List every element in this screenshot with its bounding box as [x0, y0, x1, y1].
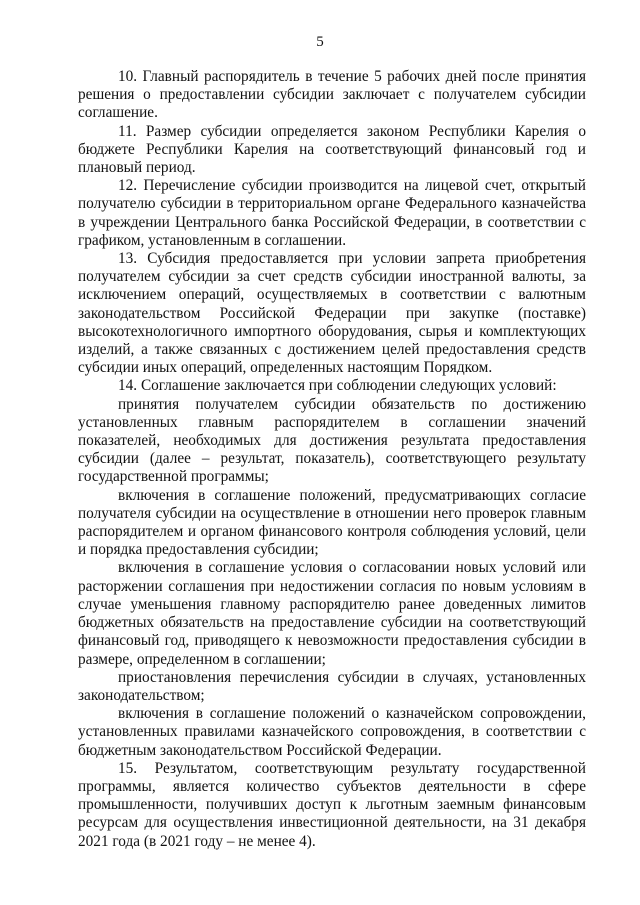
page-number: 5 — [316, 34, 324, 50]
paragraph-15: 15. Результатом, соответствующим результату государственной программы, является количество субъектов деятельности в сфере промышленности, получивших доступ к льготным заемным финансовым ресурсам для осуществления инвестиционной деятельности, на 31 декабря 2021 года (в 2021 году – не менее 4). — [78, 759, 586, 850]
paragraph-12: 12. Перечисление субсидии производится на лицевой счет, открытый получателю субсидии в территориальном органе Федерального казначейства в учреждении Центрального банка Российской Федерации, в соответствии с графиком, установленным в соглашении. — [78, 177, 586, 249]
condition-inspections: включения в соглашение положений, предусматривающих согласие получателя субсидии на осуществление в отношении него проверок главным распорядителем и органом финансового контроля соблюдения условий, цели и порядка предоставления субсидии; — [78, 486, 586, 559]
condition-treasury-support: включения в соглашение положений о казначейском сопровождении, установленных правилами казначейского сопровождения, в соответствии с бюджетным законодательством Российской Федерации. — [78, 705, 586, 759]
condition-suspension: приостановления перечисления субсидии в случаях, установленных законодательством; — [78, 668, 586, 704]
paragraph-13: 13. Субсидия предоставляется при условии запрета приобретения получателем субсидии за счет средств субсидии иностранной валюты, за исключением операций, осуществляемых в соответствии с валютным законодательством Российской Федерации при закупке (поставке) высокотехнологичного импортного оборудования, сырья и комплектующих изделий, а также связанных с достижением целей предоставления средств субсидии иных операций, определенных настоящим Порядком. — [78, 250, 586, 377]
paragraph-14: 14. Соглашение заключается при соблюдении следующих условий: — [118, 377, 557, 395]
condition-obligations: принятия получателем субсидии обязательств по достижению установленных главным распорядителем в соглашении значений показателей, необходимых для достижения результата предоставления субсидии (далее – результат, показатель), соответствующего результату государственной программы; — [78, 395, 586, 486]
document-body — [78, 68, 586, 851]
paragraph-10: 10. Главный распорядитель в течение 5 рабочих дней после принятия решения о предоставлении субсидии заключает с получателем субсидии соглашение. — [78, 68, 586, 122]
condition-termination: включения в соглашение условия о согласовании новых условий или расторжении соглашения при недостижении согласия по новым условиям в случае уменьшения главному распорядителю ранее доведенных лимитов бюджетных обязательств на предоставление субсидии на соответствующий финансовый год, приводящего к невозможности предоставления субсидии в размере, определенном в соглашении; — [78, 559, 586, 668]
paragraph-11: 11. Размер субсидии определяется законом Республики Карелия о бюджете Республики Карелия на соответствующий финансовый год и плановый период. — [78, 122, 586, 177]
